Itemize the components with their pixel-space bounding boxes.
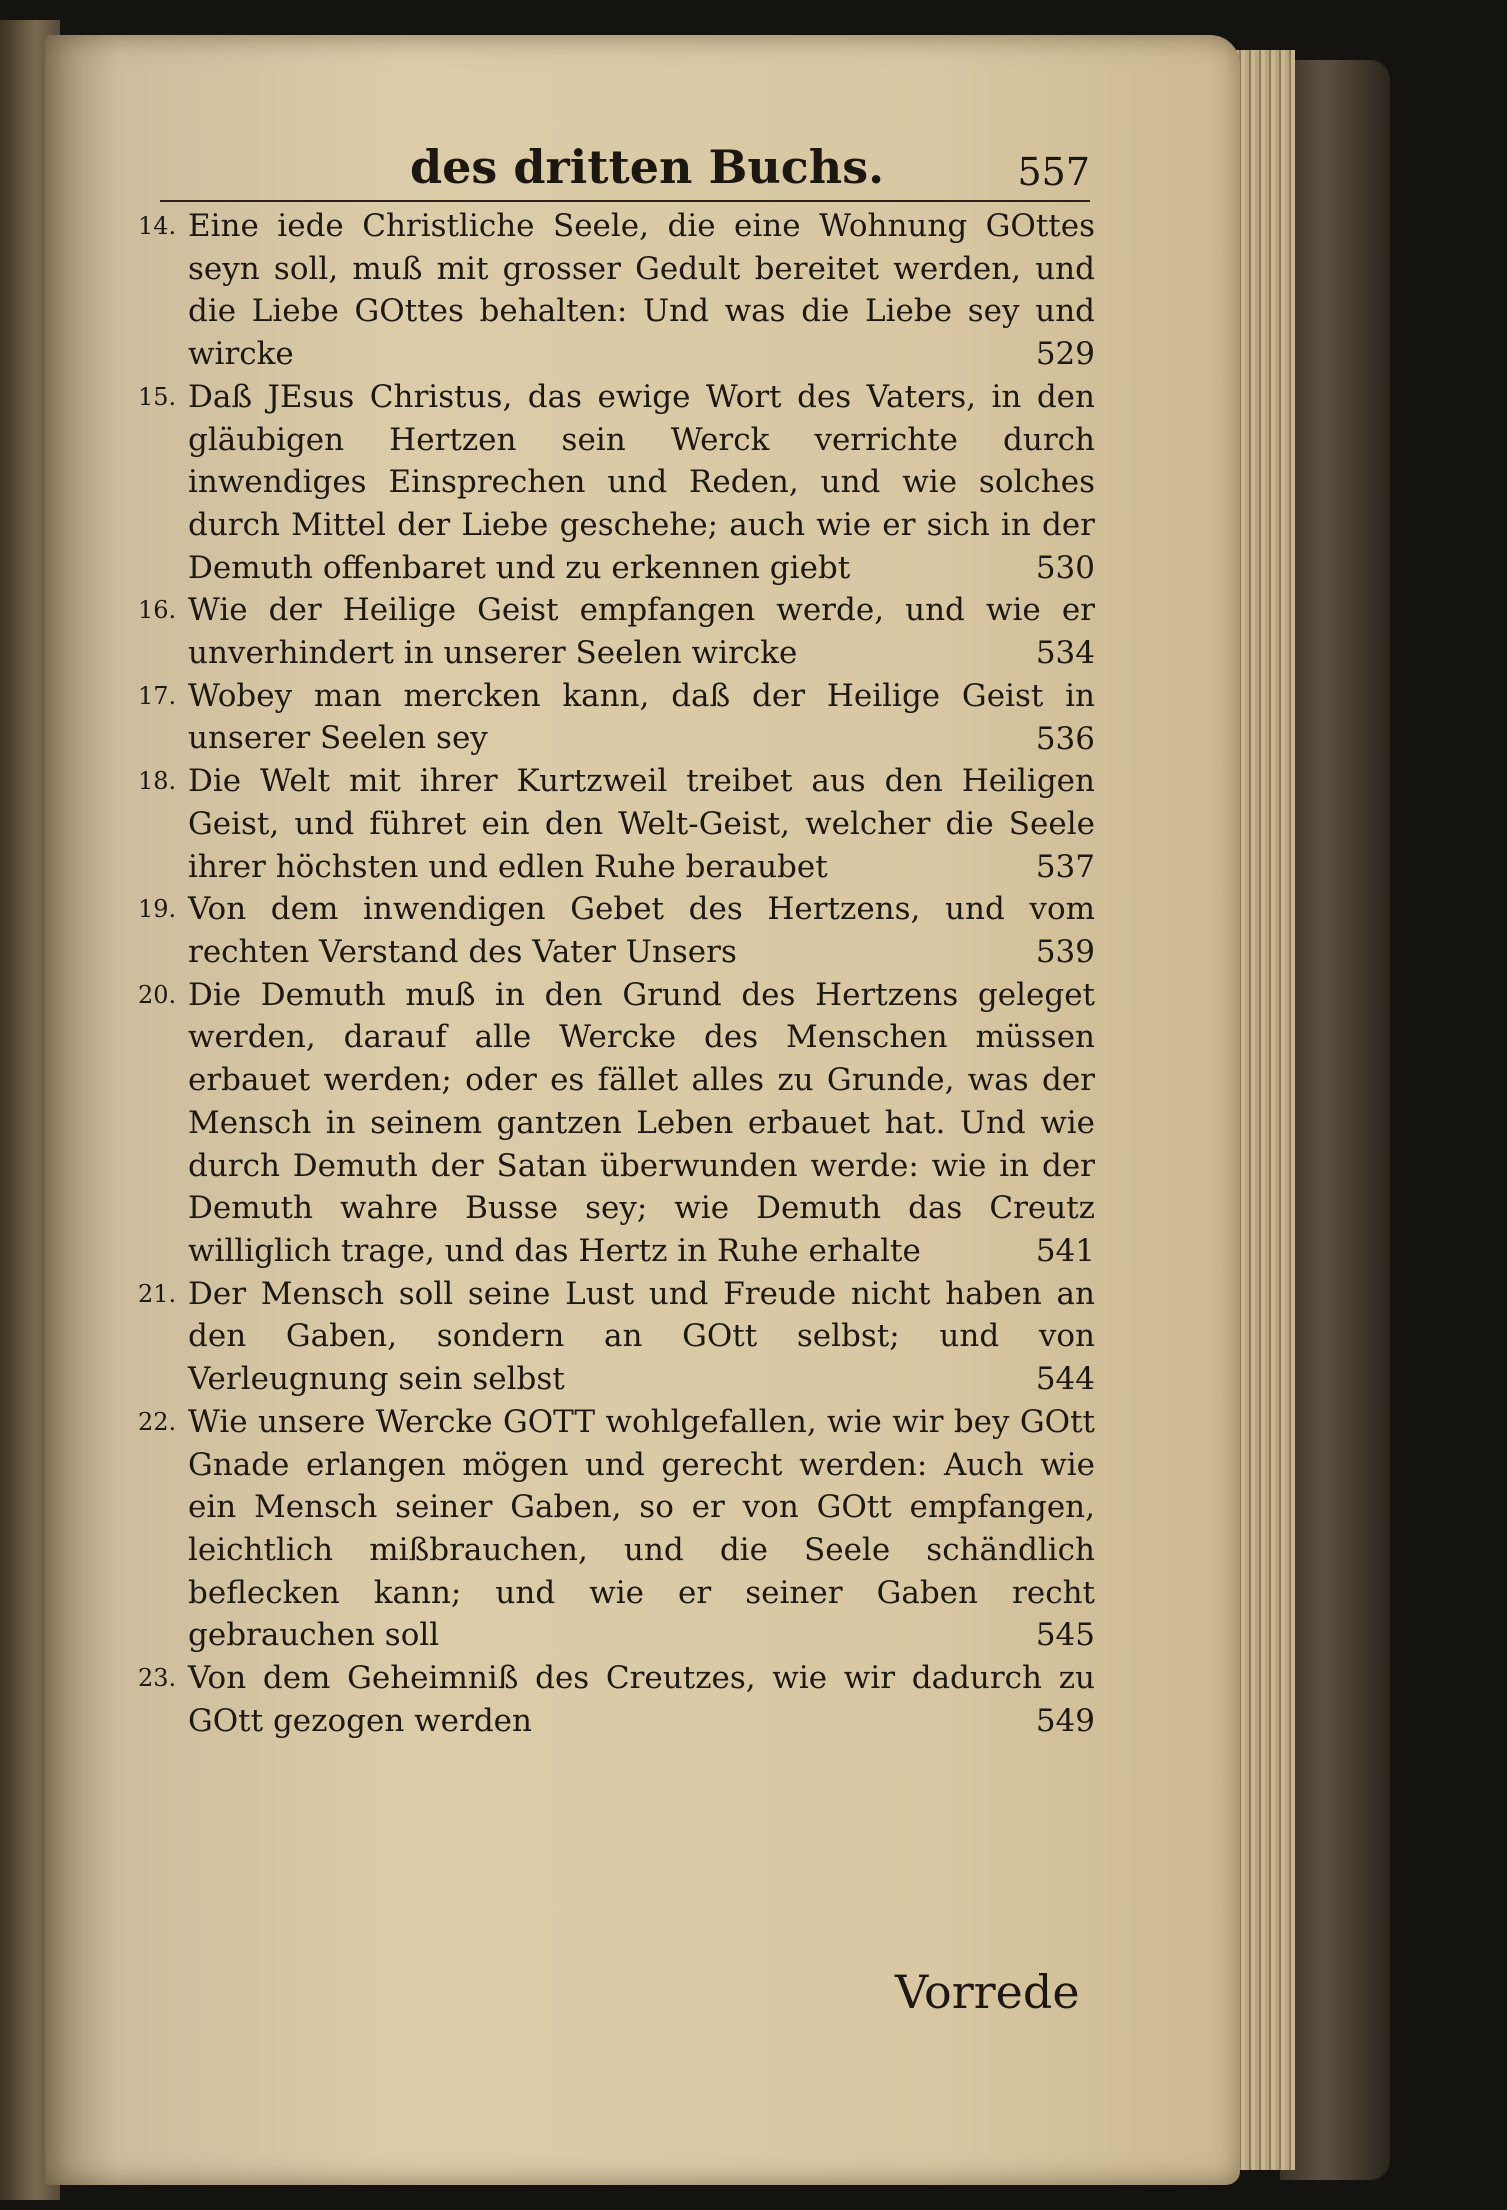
entry-number: 14. [138,212,177,240]
entry-title: Wie unsere Wercke GOTT wohlgefallen, wie wir bey GOtt Gnade erlangen mögen und gerecht werden: Auch wie ein Mensch seiner Gaben, so er von GOtt empfangen, leichtlich mißbrauchen, und die Seele schändlich beflecken kann; und wie er seiner Gaben recht gebrauchen soll [188,1403,1095,1654]
entry-page-number: 537 [1035,848,1095,885]
toc-entry [140,376,1095,590]
entry-title: Wobey man mercken kann, daß der Heilige Geist in unserer Seelen sey [188,677,1095,757]
entry-title: Die Welt mit ihrer Kurtzweil treibet aus den Heiligen Geist, und führet ein den Welt-Geist, welcher die Seele ihrer höchsten und edlen Ruhe beraubet [188,763,1095,885]
entry-number: 17. [138,681,177,710]
page-header [160,140,1090,202]
entry-page-number: 529 [1035,336,1095,373]
entry-page-number: 544 [1035,1361,1095,1398]
toc-entry [140,760,1095,888]
entry-title: Die Demuth muß in den Grund des Hertzens geleget werden, darauf alle Wercke des Menschen müssen erbauet werden; oder es fället alles zu Grunde, was der Mensch in seinem gantzen Leben erbauet hat. Und wie durch Demuth der Satan überwunden werde: wie in der Demuth wahre Busse sey; wie Demuth das Creutz williglich trage, und das Hertz in Ruhe erhalte [188,976,1095,1269]
toc-entry [140,974,1095,1273]
entry-page-number: 536 [1035,720,1095,757]
entry-number: 20. [138,980,177,1009]
entry-page-number: 545 [1035,1617,1095,1654]
entry-title: Von dem Geheimniß des Creutzes, wie wir dadurch zu GOtt gezogen werden [188,1660,1095,1739]
book-cover-edge [1280,60,1390,2180]
toc-entry [140,1401,1095,1657]
toc-entry [140,1273,1095,1401]
entry-number: 21. [138,1279,177,1308]
entry-number: 23. [138,1664,177,1693]
catchword: Vorrede [895,1965,1080,2019]
entry-title: Der Mensch soll seine Lust und Freude nicht haben an den Gaben, sondern an GOtt selbst; und von Verleugnung sein selbst [188,1275,1095,1398]
entry-page-number: 530 [1035,549,1095,586]
entry-page-number: 549 [1035,1702,1095,1739]
entry-title: Daß JEsus Christus, das ewige Wort des Vaters, in den gläubigen Hertzen sein Werck verrichte durch inwendiges Einsprechen und Reden, und wie solches durch Mittel der Liebe geschehe; auch wie er sich in der Demuth offenbaret und zu erkennen giebt [188,378,1095,586]
entry-title: Von dem inwendigen Gebet des Hertzens, und vom rechten Verstand des Vater Unsers [188,891,1095,971]
toc-entry [140,589,1095,674]
entry-number: 16. [138,596,177,625]
page-number: 557 [1017,150,1090,194]
entry-title: Wie der Heilige Geist empfangen werde, und wie er unverhindert in unserer Seelen wircke [188,592,1095,672]
entry-page-number: 541 [1035,1232,1095,1269]
entry-number: 15. [138,382,177,411]
toc-entry [140,675,1095,760]
toc-entry [140,888,1095,973]
entry-number: 18. [138,767,177,796]
table-of-contents [140,205,1095,1742]
entry-number: 19. [138,895,177,924]
entry-title: Eine iede Christliche Seele, die eine Wohnung GOttes seyn soll, muß mit grosser Gedult bereitet werden, und die Liebe GOttes behalten: Und was die Liebe sey und wircke [188,208,1095,373]
toc-entry [140,205,1095,376]
running-head: des dritten Buchs. [410,140,885,194]
entry-number: 22. [138,1407,177,1436]
entry-page-number: 539 [1035,934,1095,971]
entry-page-number: 534 [1035,635,1095,672]
toc-entry [140,1657,1095,1742]
